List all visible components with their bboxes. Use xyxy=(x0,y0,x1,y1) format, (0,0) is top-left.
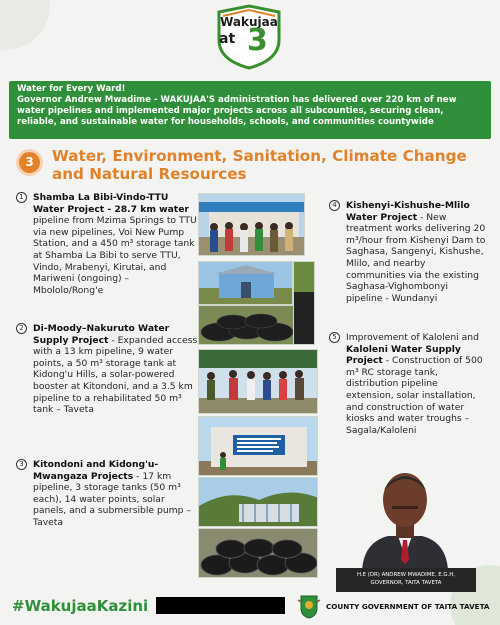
project-photo xyxy=(198,528,318,578)
project-photo xyxy=(198,477,318,527)
project-number: 3 xyxy=(16,459,27,470)
project-text: - New treatment works delivering 20 m³/hour from Kishenyi Dam to Saghasa, Sangenyi, Kishushe, Mlilo, and nearby communities via the existing Saghasa-Vighombonyi pipeline - Wundanyi xyxy=(346,211,486,304)
project-photo xyxy=(198,193,305,256)
project-number: 4 xyxy=(329,200,340,211)
wakujaa-logo xyxy=(213,4,285,70)
project-text: - Construction of 500 m³ RC storage tank, distribution pipeline extension, solar installation, and construction of water kiosks and water troughs – Sagala/Kaloleni xyxy=(346,355,483,436)
redacted-bar xyxy=(156,597,285,614)
intro-banner xyxy=(9,81,491,139)
project-photo xyxy=(293,261,315,345)
governor-caption xyxy=(336,568,476,592)
project-text: pipeline from Mzima Springs to TTU via new pipelines, Voi New Pump Station, and a 450 m³ storage tank at Shamba La Bibi to serve TTU, Vindo, Mrabenyi, Kirutai, and Mariweni (ongoing) – Mbololo/Rong'e xyxy=(33,215,197,296)
logo-text: at xyxy=(219,31,236,47)
project-item xyxy=(19,192,198,296)
project-number: 1 xyxy=(16,192,27,203)
hashtag: #WakujaaKazini xyxy=(12,597,149,615)
banner-body: Governor Andrew Mwadime - WAKUJAA'S administration has delivered over 220 km of new water pipelines and implemented major projects across all subcounties, securing clean, reliable, and sustainable water for households, schools, and communities countywide xyxy=(17,95,457,127)
section-title: Water, Environment, Sanitation, Climate Change and Natural Resources xyxy=(52,147,467,183)
governor-role: GOVERNOR, TAITA TAVETA xyxy=(370,580,442,586)
decor-corner xyxy=(0,0,50,50)
project-item xyxy=(19,459,198,529)
project-number: 2 xyxy=(16,323,27,334)
project-item xyxy=(332,200,486,304)
county-name: COUNTY GOVERNMENT OF TAITA TAVETA xyxy=(326,602,490,611)
logo-text: Wakujaa xyxy=(220,15,278,29)
section-number: 3 xyxy=(19,152,40,173)
project-number: 5 xyxy=(329,332,340,343)
project-photo xyxy=(198,349,318,414)
project-photo xyxy=(198,261,293,305)
project-photo xyxy=(198,416,318,476)
project-title: Kishenyi-Kishushe-Mlilo Water Project xyxy=(346,200,470,223)
banner-headline: Water for Every Ward! xyxy=(17,84,126,94)
project-text: Improvement of Kaloleni and xyxy=(346,332,479,343)
county-coat-of-arms-icon xyxy=(297,592,321,620)
project-title: Shamba La Bibi-Vindo-TTU Water Project - 28.7 km water xyxy=(33,192,189,215)
project-title: Di-Moody–Nakuruto Water Supply Project xyxy=(33,323,170,346)
project-photo xyxy=(198,305,294,345)
project-text: - 17 km pipeline, 3 storage tanks (50 m³ each), 14 water points, solar panels, and a submersible pump – Taveta xyxy=(33,470,191,528)
project-title: Kitondoni and Kidong'u-Mwangaza Projects xyxy=(33,459,159,482)
governor-name: H.E (DR) ANDREW MWADIME, E.G.H, xyxy=(356,572,456,578)
logo-number: 3 xyxy=(247,23,268,58)
project-item xyxy=(19,323,198,416)
governor-portrait xyxy=(360,460,450,570)
project-text: - Expanded access with a 13 km pipeline, 9 water points, a 50 m³ storage tank at Kidong'u Hills, a solar-powered booster at Kitondoni, and a 3.5 km pipeline to a rehabilitated 50 m³ tank – Taveta xyxy=(33,334,198,416)
project-item xyxy=(332,332,486,436)
project-title: Kaloleni Water Supply Project xyxy=(346,343,461,367)
